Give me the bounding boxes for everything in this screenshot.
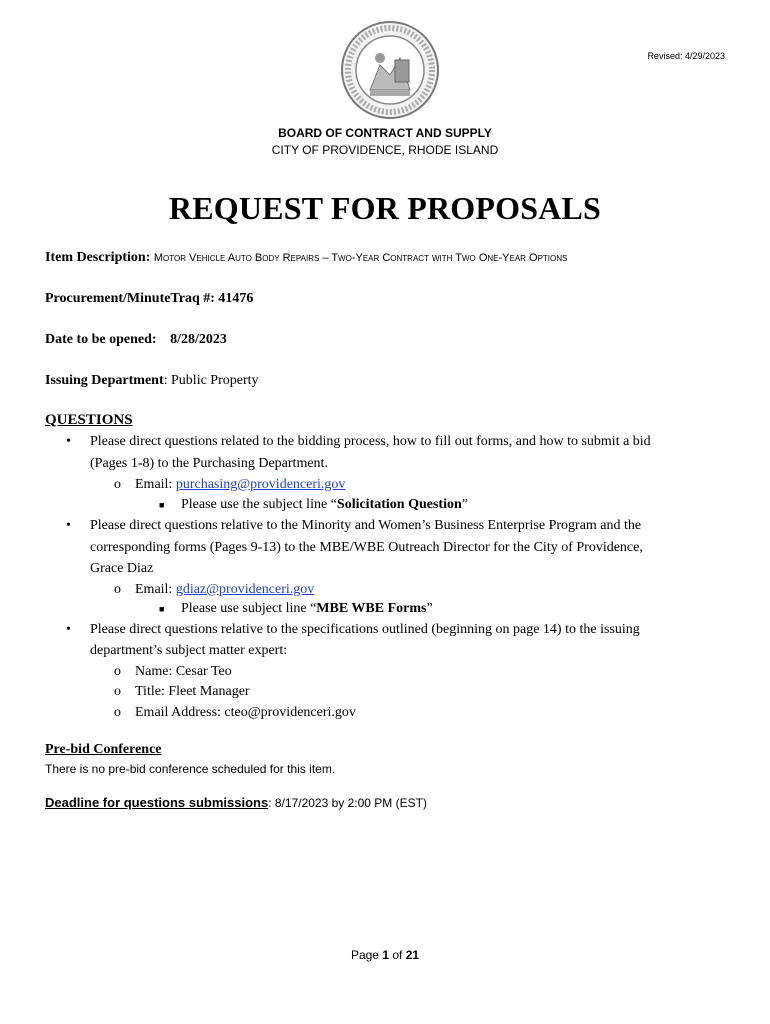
item-description-value: Motor Vehicle Auto Body Repairs – Two-Year Contract with Two One-Year Options [153, 252, 568, 264]
q2-subject-pre: Please use subject line “ [181, 601, 317, 616]
page-total: 21 [405, 948, 420, 962]
q2-line-1: Please direct questions relative to the Minority and Women’s Business Enterprise Program and the [90, 518, 642, 533]
procurement-value: 41476 [218, 291, 254, 306]
city-name: CITY OF PROVIDENCE, RHODE ISLAND [271, 143, 499, 157]
procurement-label: Procurement/MinuteTraq #: [45, 291, 215, 306]
square-bullet-icon: ■ [159, 604, 165, 614]
date-opened [45, 332, 227, 348]
of-word: of [389, 948, 406, 962]
q1-subject-post: ” [461, 497, 468, 512]
date-opened-label: Date to be opened: [45, 332, 157, 347]
q2-subject-bold: MBE WBE Forms [316, 601, 427, 616]
questions-heading: QUESTIONS [45, 412, 133, 428]
page-current: 1 [382, 948, 389, 962]
deadline [45, 795, 427, 810]
q3-line-2: department’s subject matter expert: [90, 643, 288, 658]
page-word: Page [350, 948, 383, 962]
q2-line-3: Grace Diaz [90, 561, 154, 576]
bullet-icon: • [66, 518, 71, 533]
date-opened-value: 8/28/2023 [170, 332, 227, 347]
q3-contact-title: Title: Fleet Manager [135, 684, 250, 699]
item-description-label: Item Description: [45, 250, 151, 265]
q2-email-label: Email: [135, 582, 176, 597]
q1-line-2: (Pages 1-8) to the Purchasing Department. [90, 456, 328, 471]
circle-bullet-icon: o [114, 684, 121, 699]
q1-line-1: Please direct questions related to the bidding process, how to fill out forms, and how to submit a bid [90, 434, 651, 449]
deadline-value: : 8/17/2023 by 2:00 PM (EST) [268, 796, 427, 810]
q3-contact-name: Name: Cesar Teo [135, 664, 232, 679]
document-title: REQUEST FOR PROPOSALS [168, 190, 602, 226]
q1-subject [181, 497, 468, 513]
q1-subject-pre: Please use the subject line “ [181, 497, 337, 512]
issuing-department-label: Issuing Department [45, 373, 164, 388]
prebid-text: There is no pre-bid conference scheduled for this item. [45, 762, 336, 776]
page-number [0, 948, 770, 962]
purchasing-email-link[interactable]: purchasing@providenceri.gov [175, 477, 346, 492]
bullet-icon: • [66, 622, 71, 637]
q3-contact-email: Email Address: cteo@providenceri.gov [135, 705, 356, 720]
circle-bullet-icon: o [114, 664, 121, 679]
issuing-department [45, 373, 259, 389]
prebid-heading: Pre-bid Conference [45, 742, 162, 757]
circle-bullet-icon: o [114, 705, 121, 720]
city-seal-icon [340, 20, 440, 120]
q1-email [135, 477, 345, 493]
square-bullet-icon: ■ [159, 500, 165, 510]
q2-email [135, 582, 314, 598]
procurement-number [45, 291, 253, 307]
circle-bullet-icon: o [114, 582, 121, 597]
q1-subject-bold: Solicitation Question [336, 497, 462, 512]
revised-date: Revised: 4/29/2023 [647, 51, 725, 61]
bullet-icon: • [66, 434, 71, 449]
mbe-wbe-email-link[interactable]: gdiaz@providenceri.gov [175, 582, 315, 597]
deadline-label: Deadline for questions submissions [45, 795, 269, 810]
q2-subject-post: ” [426, 601, 433, 616]
issuing-department-value: : Public Property [163, 373, 259, 388]
board-name: BOARD OF CONTRACT AND SUPPLY [278, 126, 492, 140]
circle-bullet-icon: o [114, 477, 121, 492]
q1-email-label: Email: [135, 477, 176, 492]
item-description [45, 250, 567, 266]
q2-subject [181, 601, 433, 617]
q2-line-2: corresponding forms (Pages 9-13) to the MBE/WBE Outreach Director for the City of Providence, [90, 540, 643, 555]
q3-line-1: Please direct questions relative to the specifications outlined (beginning on page 14) to the issuing [90, 622, 640, 637]
